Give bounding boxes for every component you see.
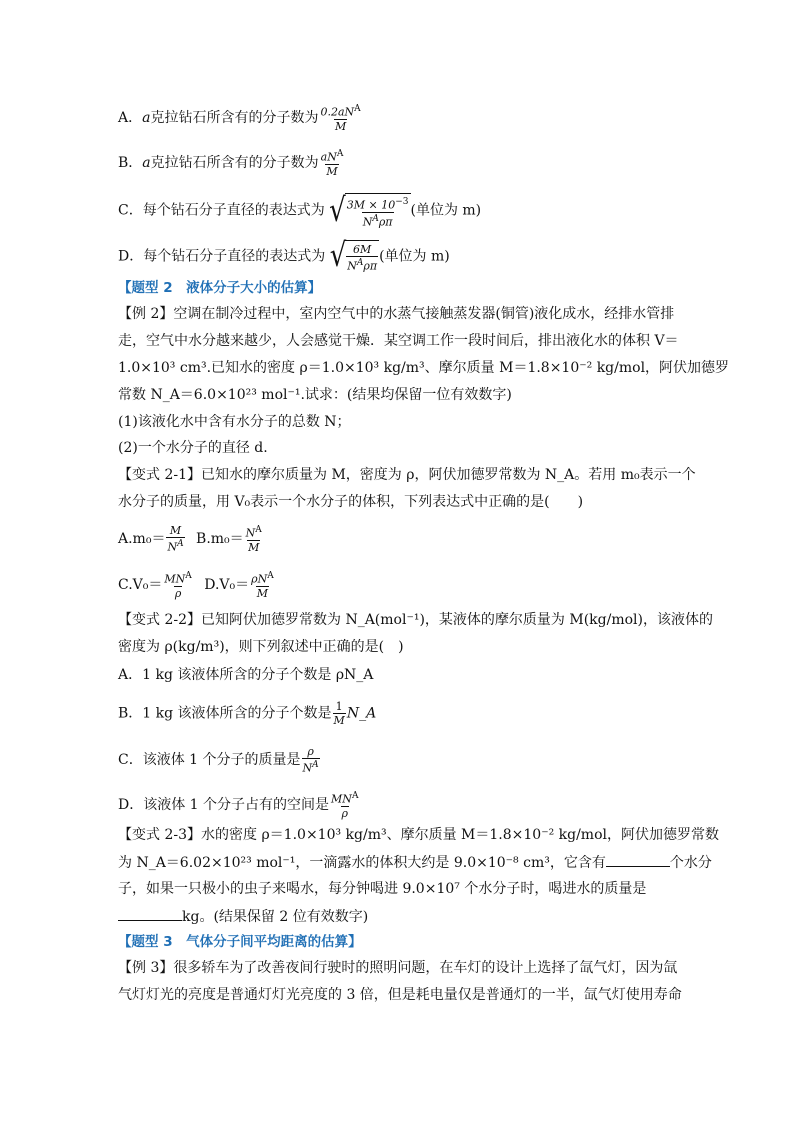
var23-line-3: 子，如果一只极小的虫子来喝水，每分钟喝进 9.0×10⁷ 个水分子时，喝进水的质量是 xyxy=(118,881,647,897)
var21-options-ab xyxy=(118,524,264,554)
superscript: A xyxy=(267,571,274,581)
option-d-label: D.V₀＝ xyxy=(204,576,250,593)
denominator: N xyxy=(302,761,313,775)
option-c-1 xyxy=(118,193,481,228)
fraction xyxy=(333,700,346,727)
var22-line-2: 密度为 ρ(kg/m³)，则下列叙述中正确的是( ) xyxy=(118,639,404,655)
numerator: 6M xyxy=(353,243,372,256)
ex2-line-3: 1.0×10³ cm³.已知水的密度 ρ＝1.0×10³ kg/m³、摩尔质量 M＝1.8×10⁻² kg/mol，阿伏加德罗 xyxy=(118,360,730,376)
option-label: B． xyxy=(118,154,143,171)
denominator: N xyxy=(167,540,178,554)
numerator: ρN xyxy=(251,572,268,586)
option-a-label: A.m₀＝ xyxy=(118,530,166,547)
unit-note: (单位为 m) xyxy=(379,248,450,265)
var-a: a xyxy=(142,154,151,171)
var21-options-cd xyxy=(118,570,276,600)
option-c-label: C.V₀＝ xyxy=(118,576,163,593)
var22-option-c xyxy=(118,745,321,775)
ex2-line-2: 走，空气中水分越来越少，人会感觉干燥．某空调工作一段时间后，排出液化水的体积 V＝ xyxy=(118,333,679,349)
option-text: 克拉钻石所含有的分子数为 xyxy=(150,154,319,171)
var22-option-a: A．1 kg 该液体所含的分子个数是 ρN_A xyxy=(118,667,374,683)
var22-option-d xyxy=(118,790,360,820)
option-label: A． xyxy=(118,109,143,126)
fraction xyxy=(245,524,263,554)
numerator: 1 xyxy=(335,700,343,713)
unit-note: (单位为 m) xyxy=(410,202,482,219)
option-text: 克拉钻石所含有的分子数为 xyxy=(150,109,319,126)
superscript: A xyxy=(351,791,359,801)
option-b-1 xyxy=(118,148,345,178)
numerator: ρ xyxy=(307,745,314,758)
fraction xyxy=(346,243,378,273)
numerator: N xyxy=(245,526,256,540)
numerator: aN xyxy=(320,150,337,164)
sqrt-expression xyxy=(329,193,410,228)
denominator-tail: ρπ xyxy=(378,215,393,229)
var23-line-2 xyxy=(118,852,712,873)
superscript: A xyxy=(354,104,361,114)
superscript: A xyxy=(372,213,379,224)
answer-blank-2[interactable] xyxy=(118,906,182,921)
var23-line-1: 【变式 2-3】水的密度 ρ＝1.0×10³ kg/m³、摩尔质量 M＝1.8×10⁻² kg/mol，阿伏加德罗常数 xyxy=(118,827,719,843)
ex3-line-1: 【例 3】很多轿车为了改善夜间行驶时的照明问题，在车灯的设计上选择了氙气灯，因为氙 xyxy=(118,960,678,976)
denominator: N xyxy=(362,215,373,229)
fraction xyxy=(320,148,345,178)
denominator: M xyxy=(333,714,345,727)
fraction xyxy=(250,570,275,600)
ex2-line-1: 【例 2】空调在制冷过程中，室内空气中的水蒸气接触蒸发器(铜管)液化成水，经排水管排 xyxy=(118,306,675,322)
ex2-line-4: 常数 N_A＝6.0×10²³ mol⁻¹.试求：(结果均保留一位有效数字) xyxy=(118,387,512,403)
option-label: B．1 kg 该液体所含的分子个数是 xyxy=(118,705,332,722)
numerator: 0.2aN xyxy=(320,105,355,119)
fraction xyxy=(319,103,361,133)
var21-line-2: 水分子的质量，用 V₀表示一个水分子的体积，下列表达式中正确的是( ) xyxy=(118,494,584,510)
fraction xyxy=(302,745,320,775)
var21-line-1: 【变式 2-1】已知水的摩尔质量为 M，密度为 ρ，阿伏加德罗常数为 N_A。若用 m₀表示一个 xyxy=(118,467,696,483)
fraction xyxy=(330,790,359,820)
var23-text: 个水分 xyxy=(669,855,712,871)
option-a-1 xyxy=(118,103,363,133)
denominator: ρ xyxy=(174,586,182,600)
superscript: A xyxy=(312,760,319,770)
option-label: D．该液体 1 个分子占有的空间是 xyxy=(118,796,330,813)
ex2-question-1: (1)该液化水中含有水分子的总数 N； xyxy=(118,414,351,430)
option-d-1 xyxy=(118,237,450,276)
ex2-question-2: (2)一个水分子的直径 d. xyxy=(118,440,268,456)
option-label: C．该液体 1 个分子的质量是 xyxy=(118,751,301,768)
radical-sign: √ xyxy=(329,191,346,230)
var22-option-b xyxy=(118,700,376,727)
section-heading-3: 【题型 3 气体分子间平均距离的估算】 xyxy=(118,934,362,950)
superscript: A xyxy=(177,539,184,549)
denominator-tail: ρπ xyxy=(363,259,378,273)
superscript: A xyxy=(356,258,364,268)
var23-text: 为 N_A＝6.02×10²³ mol⁻¹，一滴露水的体积大约是 9.0×10⁻⁸ cm³，它含有 xyxy=(118,855,606,871)
fraction xyxy=(346,196,410,228)
superscript: −3 xyxy=(395,197,409,207)
answer-blank-1[interactable] xyxy=(606,852,670,867)
var23-text: kg。(结果保留 2 位有效数字) xyxy=(182,909,369,925)
numerator: MN xyxy=(164,572,186,586)
superscript: A xyxy=(255,525,262,535)
numerator: M xyxy=(169,524,182,537)
denominator: M xyxy=(256,586,269,600)
superscript: A xyxy=(336,149,344,159)
superscript: A xyxy=(185,571,192,581)
denominator: N xyxy=(347,259,357,273)
var23-line-4 xyxy=(118,906,368,927)
option-b-label: B.m₀＝ xyxy=(196,530,244,547)
ex3-line-2: 气灯灯光的亮度是普通灯灯光亮度的 3 倍，但是耗电量仅是普通灯的一半，氙气灯使用寿命 xyxy=(118,987,682,1003)
radical-sign: √ xyxy=(329,237,347,276)
option-label: C．每个钻石分子直径的表达式为 xyxy=(118,202,325,219)
fraction xyxy=(163,570,192,600)
var-a: a xyxy=(142,109,151,126)
sqrt-expression xyxy=(329,237,379,276)
denominator: M xyxy=(334,119,347,133)
fraction xyxy=(166,524,184,554)
denominator: M xyxy=(248,540,260,554)
denominator: ρ xyxy=(341,806,348,820)
numerator: 3M × 10 xyxy=(346,198,396,212)
numerator: MN xyxy=(331,792,352,806)
denominator: M xyxy=(326,164,338,178)
section-heading-2: 【题型 2 液体分子大小的估算】 xyxy=(118,280,322,296)
option-tail: N_A xyxy=(346,705,377,722)
var22-line-1: 【变式 2-2】已知阿伏加德罗常数为 N_A(mol⁻¹)，某液体的摩尔质量为 M(kg/mol)，该液体的 xyxy=(118,612,713,628)
option-label: D．每个钻石分子直径的表达式为 xyxy=(118,248,326,265)
